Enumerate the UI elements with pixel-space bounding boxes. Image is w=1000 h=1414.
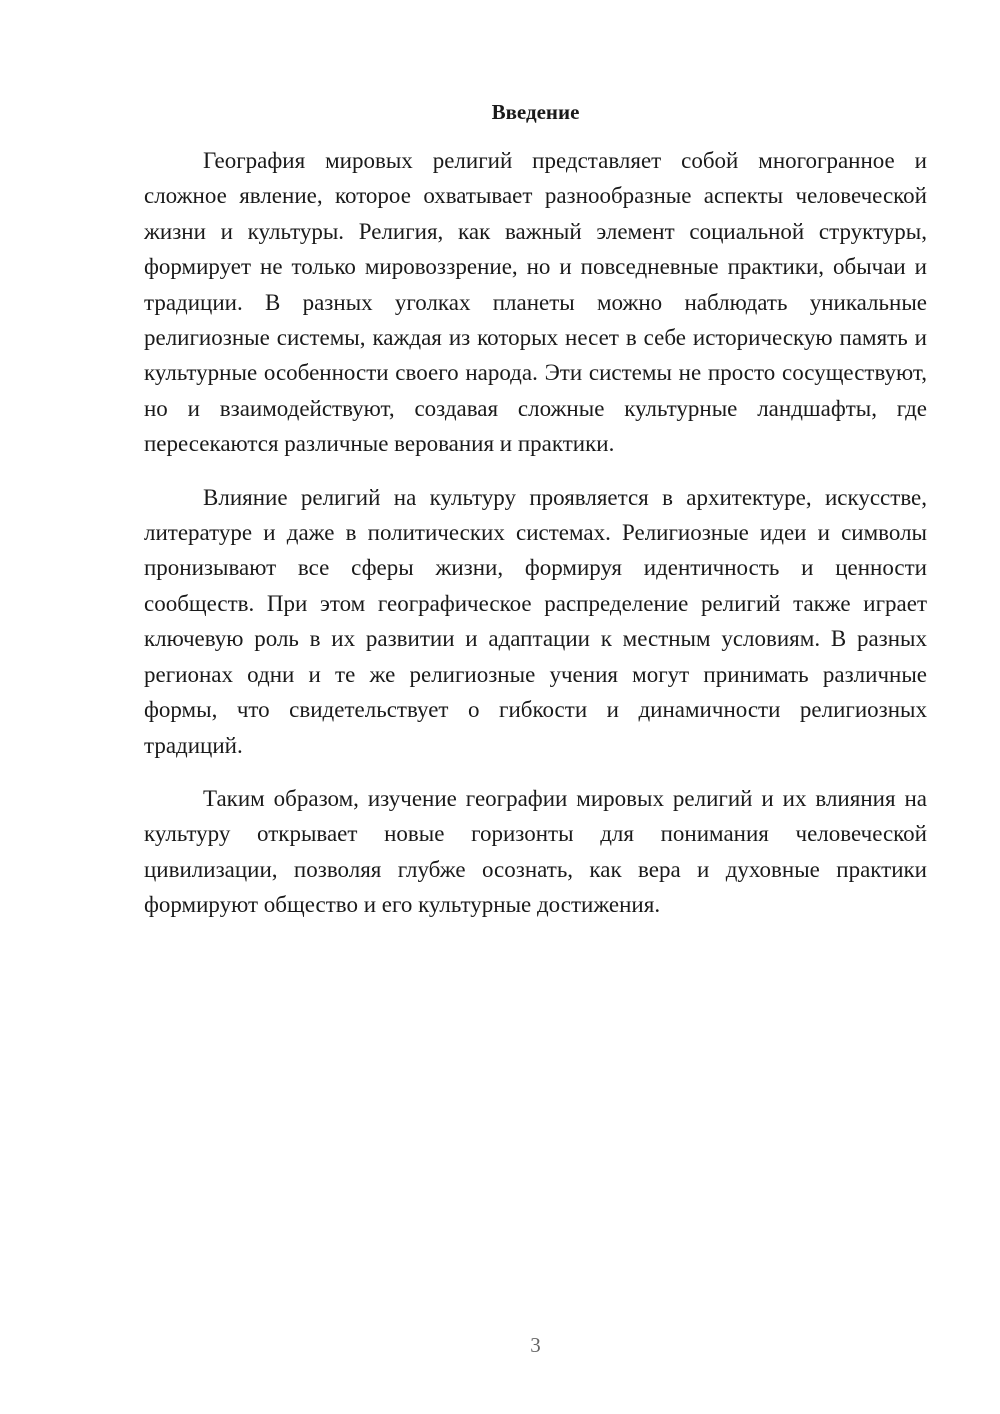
section-heading: Введение [491, 100, 580, 124]
body-text [144, 143, 927, 923]
paragraph-1: География мировых религий представляет собой многогранное и сложное явление, которое охватывает разнообразные аспекты человеческой жизни и культуры. Религия, как важный элемент социальной структуры, формирует не только мировоззрение, но и повседневные практики, обычаи и традиции. В разных уголках планеты можно наблюдать уникальные религиозные системы, каждая из которых несет в себе историческую память и культурные особенности своего народа. Эти системы не просто сосуществуют, но и взаимодействуют, создавая сложные культурные ландшафты, где пересекаются различные верования и практики. [144, 148, 927, 457]
page-number: 3 [530, 1333, 541, 1357]
paragraph-3: Таким образом, изучение географии мировых религий и их влияния на культуру открывает новые горизонты для понимания человеческой цивилизации, позволяя глубже осознать, как вера и духовные практики формируют общество и его культурные достижения. [144, 785, 927, 918]
paragraph-2: Влияние религий на культуру проявляется в архитектуре, искусстве, литературе и даже в политических системах. Религиозные идеи и символы пронизывают все сферы жизни, формируя идентичность и ценности сообществ. При этом географическое распределение религий также играет ключевую роль в их развитии и адаптации к местным условиям. В разных регионах одни и те же религиозные учения могут принимать различные формы, что свидетельствует о гибкости и динамичности религиозных традиций. [144, 484, 927, 758]
